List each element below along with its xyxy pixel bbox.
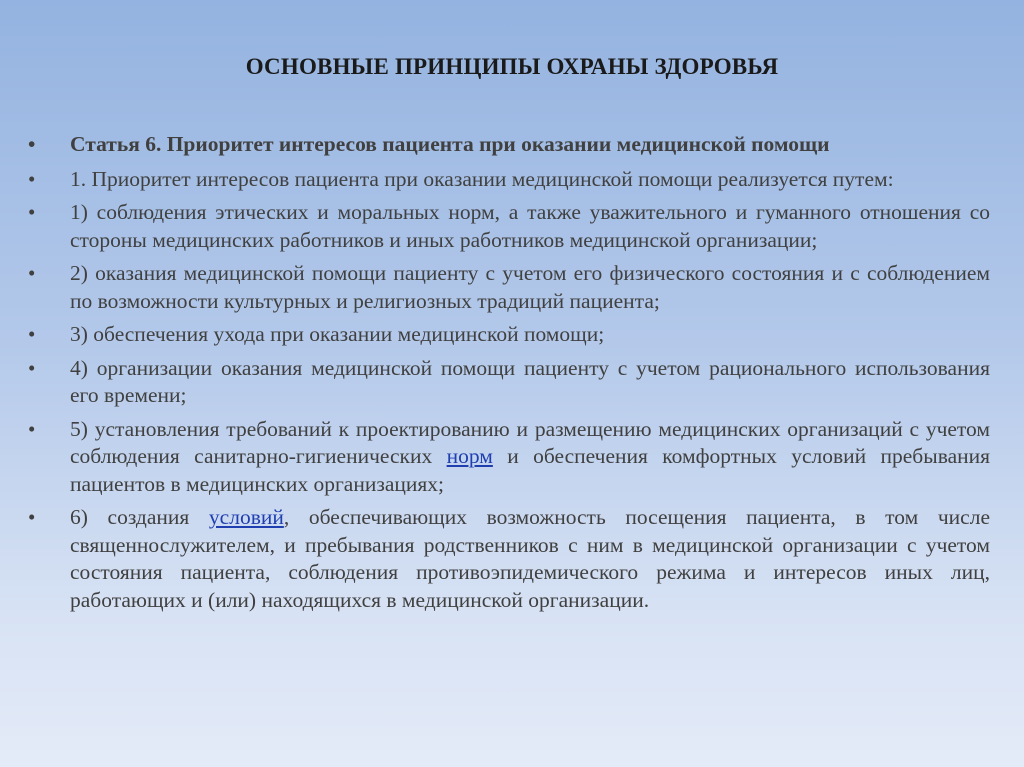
list-item	[28, 199, 990, 254]
text-after-link: и обеспечения комфортных условий пребывания пациентов в медицинских организациях;	[70, 444, 991, 496]
link-conditions[interactable]: условий	[208, 505, 284, 529]
list-item-text: 4) организации оказания медицинской помощи пациенту с учетом рационального использования его времени;	[70, 355, 990, 407]
text-after-link: , обеспечивающих возможность посещения пациента, в том числе священнослужителем, и пребывания родственников с ним в медицинской организации с учетом состояния пациента, соблюдения противоэпидемического режима и интересов иных лиц, работающих и (или) находящихся в медицинской организации.	[70, 505, 990, 612]
list-item-text	[70, 505, 990, 612]
list-item-heading	[28, 131, 990, 159]
list-item	[28, 321, 990, 349]
list-item-text: 2) оказания медицинской помощи пациенту с учетом его физического состояния и с соблюдением по возможности культурных и религиозных традиций пациента;	[70, 261, 990, 313]
bullet-list	[28, 131, 990, 620]
bullet-icon: •	[28, 355, 36, 380]
slide-title: ОСНОВНЫЕ ПРИНЦИПЫ ОХРАНЫ ЗДОРОВЬЯ	[245, 54, 779, 79]
bullet-icon: •	[28, 322, 36, 346]
bullet-icon: •	[28, 200, 36, 224]
bullet-icon: •	[28, 261, 36, 285]
list-item	[28, 416, 990, 499]
list-item	[28, 166, 990, 194]
list-item-text: 3) обеспечения ухода при оказании медицинской помощи;	[70, 322, 605, 346]
list-item-text: 1. Приоритет интересов пациента при оказании медицинской помощи реализуется путем:	[70, 166, 894, 191]
article-heading: Статья 6. Приоритет интересов пациента при оказании медицинской помощи	[70, 132, 830, 156]
list-item-text	[70, 417, 990, 496]
list-item	[28, 504, 990, 614]
text-before-link: 5) установления требований к проектированию и размещению медицинских организаций с учетом соблюдения санитарно-гигиенических	[70, 416, 990, 468]
bullet-icon: •	[28, 505, 36, 529]
list-item-text: 1) соблюдения этических и моральных норм, а также уважительного и гуманного отношения со стороны медицинских работников и иных работников медицинской организации;	[70, 200, 990, 252]
bullet-icon: •	[28, 132, 36, 156]
text-before-link: 6) создания	[70, 505, 209, 529]
list-item	[28, 355, 990, 410]
link-norms[interactable]: норм	[446, 444, 493, 468]
list-item	[28, 260, 990, 315]
bullet-icon: •	[28, 416, 36, 441]
bullet-icon: •	[28, 166, 36, 191]
